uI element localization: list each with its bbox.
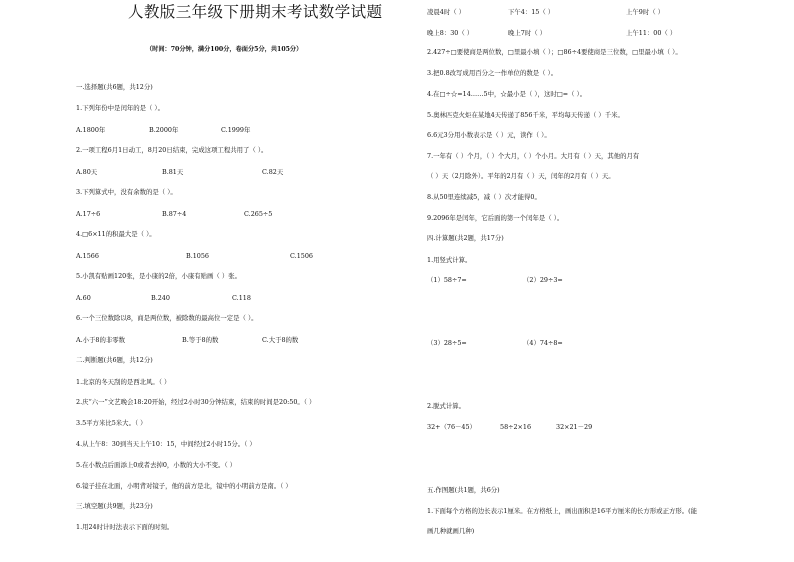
- fill-question-2: 2.427÷□要使商是两位数，□里最小填（ ）；□86÷4要使商是三位数，□里最小填（ ）。: [427, 48, 682, 56]
- time-item-5: 晚上7时（ ）: [508, 29, 547, 37]
- calc-1-item-4: （4）74÷8=: [523, 339, 563, 347]
- choice-6-option-c: C.大于8的数: [262, 336, 299, 344]
- time-item-2: 下午4：15（ ）: [508, 8, 555, 16]
- choice-3-option-c: C.265÷5: [244, 210, 273, 218]
- calc-1-item-2: （2）29÷3=: [523, 276, 563, 284]
- calc-question-1: 1.用竖式计算。: [427, 256, 472, 264]
- judge-question-6: 6.镜子挂在北面，小明背对镜子，他的前方是北，镜中的小明前方是南。（ ）: [76, 482, 292, 490]
- choice-question-5: 5.小凯有贴画120张，是小康的2倍，小康有贴画（ ）张。: [76, 272, 241, 280]
- fill-question-7-line-1: 7.一年有（ ）个月，（ ）个大月，（ ）个小月。大月有（ ）天，其他的月有: [427, 152, 640, 160]
- judge-question-5: 5.在小数点后面添上0或者去掉0，小数的大小不变。（ ）: [76, 461, 237, 469]
- judge-question-4: 4.从上午8：30到当天上午10：15，中间经过2小时15分。（ ）: [76, 440, 256, 448]
- time-item-3: 上午9时（ ）: [626, 8, 665, 16]
- choice-4-option-b: B.1056: [186, 252, 209, 260]
- time-item-4: 晚上8：30（ ）: [427, 29, 474, 37]
- calc-2-item-3: 32×21－29: [556, 423, 593, 431]
- choice-5-option-a: A.60: [76, 294, 91, 302]
- page-title: 人教版三年级下册期末考试数学试题: [128, 3, 383, 21]
- choice-2-option-c: C.82天: [262, 168, 284, 176]
- judge-question-3: 3.5平方米比5米大。（ ）: [76, 419, 147, 427]
- fill-question-4: 4.在□÷☆=14……5中，☆最小是（ ），这时□=（ ）。: [427, 90, 587, 98]
- choice-3-option-a: A.17÷6: [76, 210, 101, 218]
- section-judge-heading: 二.判断题(共6题，共12分): [76, 356, 153, 364]
- choice-1-option-a: A.1800年: [76, 126, 106, 134]
- choice-question-2: 2.一项工程6月1日动工，8月20日结束，完成这项工程共用了（ ）。: [76, 146, 268, 154]
- judge-question-1: 1.北京的冬天刮的是西北风。（ ）: [76, 378, 171, 386]
- calc-2-item-1: 32+（76－45）: [427, 423, 476, 431]
- choice-4-option-a: A.1566: [76, 252, 99, 260]
- fill-question-1: 1.用24时计时法表示下面的时刻。: [76, 523, 174, 531]
- fill-question-5: 5.奥林匹克火炬在某地4天传递了856千米，平均每天传递（ ）千米。: [427, 111, 624, 119]
- section-choice-heading: 一.选择题(共6题，共12分): [76, 83, 153, 91]
- section-fill-heading: 三.填空题(共9题，共23分): [76, 502, 153, 510]
- calc-1-item-1: （1）58÷7=: [427, 276, 467, 284]
- choice-6-option-a: A.小于8的非零数: [76, 336, 126, 344]
- choice-3-option-b: B.87÷4: [162, 210, 187, 218]
- time-item-6: 上午11：00（ ）: [626, 29, 677, 37]
- judge-question-2: 2.庆“六一”文艺晚会18:20开始，经过2小时30分钟结束，结束的时间是20:50。（ ）: [76, 398, 316, 406]
- calc-question-2: 2.脱式计算。: [427, 402, 466, 410]
- fill-question-8: 8.从50里连续减5，减（ ）次才能得0。: [427, 193, 541, 201]
- fill-question-6: 6.6元3分用小数表示是（ ）元，读作（ ）。: [427, 131, 551, 139]
- choice-2-option-b: B.81天: [162, 168, 184, 176]
- section-calc-heading: 四.计算题(共2题，共17分): [427, 234, 504, 242]
- choice-5-option-c: C.118: [232, 294, 251, 302]
- drawing-question-line-2: 画几种就画几种): [427, 527, 475, 535]
- choice-6-option-b: B.等于8的数: [182, 336, 219, 344]
- section-drawing-heading: 五.作图题(共1题，共6分): [427, 486, 500, 494]
- calc-2-item-2: 58÷2×16: [500, 423, 532, 431]
- choice-5-option-b: B.240: [151, 294, 170, 302]
- time-item-1: 凌晨4时（ ）: [427, 8, 466, 16]
- choice-1-option-c: C.1999年: [221, 126, 251, 134]
- choice-question-6: 6.一个三位数除以8，商是两位数，被除数的最高位一定是（ ）。: [76, 314, 258, 322]
- choice-question-1: 1.下列年份中是闰年的是（ ）。: [76, 104, 165, 112]
- choice-2-option-a: A.80天: [76, 168, 98, 176]
- choice-question-3: 3.下列算式中，没有余数的是（ ）。: [76, 188, 177, 196]
- exam-info: （时间：70分钟，满分100分，卷面分5分，共105分）: [146, 46, 303, 53]
- fill-question-9: 9.2096年是闰年，它后面的第一个闰年是（ ）。: [427, 214, 564, 222]
- fill-question-7-line-2: （ ）天（2月除外）。平年的2月有（ ）天，闰年的2月有（ ）天。: [427, 172, 615, 180]
- fill-question-3: 3.把0.8改写成用百分之一作单位的数是（ ）。: [427, 69, 558, 77]
- drawing-question-line-1: 1.下面每个方格的边长表示1厘米。在方格纸上，画出面积是16平方厘米的长方形或正方形。(能: [427, 507, 698, 515]
- calc-1-item-3: （3）28÷5=: [427, 339, 467, 347]
- choice-1-option-b: B.2000年: [149, 126, 179, 134]
- choice-4-option-c: C.1506: [290, 252, 313, 260]
- choice-question-4: 4.□6×11的积最大是（ ）。: [76, 230, 156, 238]
